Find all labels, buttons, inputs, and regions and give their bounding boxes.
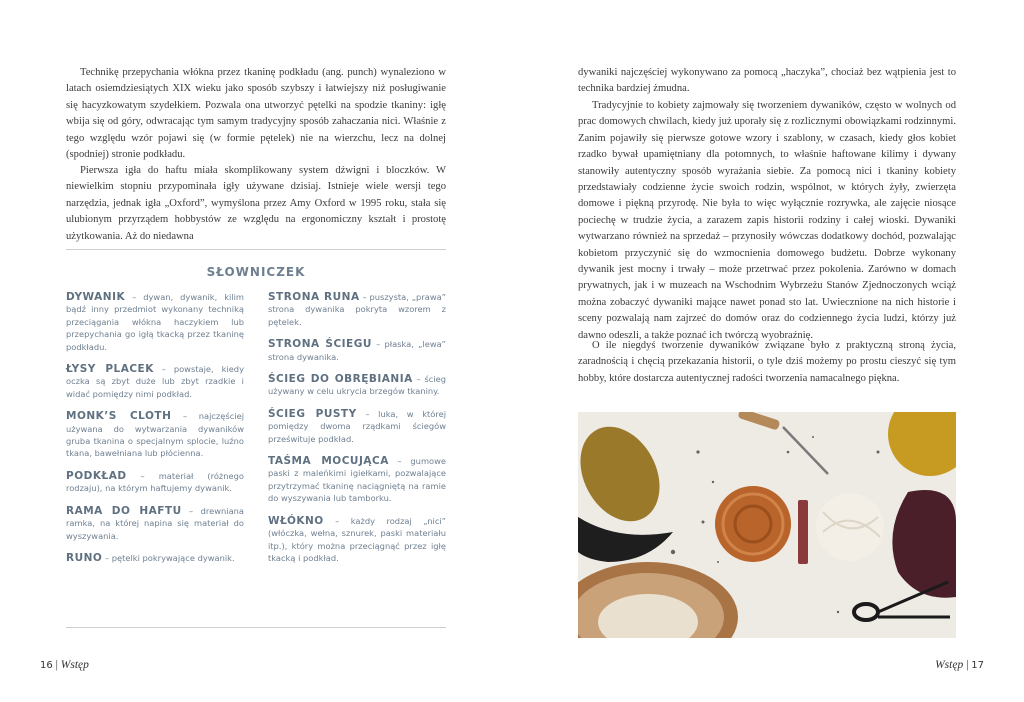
glossary-column-2 <box>268 291 446 574</box>
glossary-term: MONK’S CLOTH <box>66 410 172 423</box>
glossary-entry <box>268 515 446 565</box>
photo-illustration <box>578 412 956 638</box>
glossary-entry <box>66 470 244 495</box>
glossary-term: RAMA DO HAFTU <box>66 504 182 517</box>
page-footer-right <box>935 659 984 671</box>
footer-separator: | <box>55 659 58 671</box>
craft-materials-photo <box>578 412 956 638</box>
glossary-term: ŚCIEG PUSTY <box>268 407 357 420</box>
glossary-definition: – płaska, „lewa” strona dywanika. <box>268 339 446 362</box>
footer-separator: | <box>966 659 969 671</box>
glossary-entry <box>268 291 446 328</box>
glossary-definition: – powstaje, kiedy oczka są zbyt duże lub zbyt rzadkie i widać pomiędzy nimi podkład. <box>66 364 244 399</box>
glossary-definition: – dywan, dywanik, kilim bądź inny przedmiot wykonany techniką przeciągania włókna haczykiem lub przepychania go igłą tkacką przez tkaninę podkładu. <box>66 292 244 352</box>
page-footer-left <box>40 659 89 671</box>
glossary-term: ŚCIEG DO OBRĘBIANIA <box>268 373 413 386</box>
glossary-entry <box>66 552 244 564</box>
glossary-entry <box>66 410 244 460</box>
glossary-entry <box>268 373 446 398</box>
section-name: Wstęp <box>60 659 89 671</box>
glossary-definition: – najczęściej używana do wytwarzania dywaników gruba tkanina o specjalnym splocie, luźno tkana, bawełniana lub płócienna. <box>66 411 244 459</box>
glossary-top-rule <box>66 249 446 250</box>
glossary-definition: – gumowe paski z maleńkimi igiełkami, pozwalające przytrzymać tkaninę naciągniętą na ramie do wyszywania lub tamborku. <box>268 456 446 504</box>
body-paragraph-2: Pierwsza igła do haftu miała skomplikowany system dźwigni i bloczków. W niewielkim stopniu przypominała igły używane dzisiaj. Istnieje wiele wersji tego narzędzia, jednak igła „Oxford”, wymyślona przez Amy Oxford w 1995 roku, stała się ulubionym przyrządem hobbystów ze względu na ergonomiczny kształt i prostotę użytkowania. Aż do niedawna <box>66 165 446 242</box>
glossary-entry <box>268 408 446 445</box>
glossary-term: TAŚMA MOCUJĄCA <box>268 455 389 468</box>
glossary-definition: – luka, w której pomiędzy dwoma rządkami ściegów prześwituje podkład. <box>268 408 447 444</box>
glossary-term: STRONA ŚCIEGU <box>268 338 372 351</box>
section-name: Wstęp <box>935 659 964 671</box>
body-paragraph-3: dywaniki najczęściej wykonywano za pomocą „haczyka”, chociaż bez wątpienia jest to technika bardziej żmudna. <box>578 67 956 95</box>
glossary-title: SŁOWNICZEK <box>206 265 306 279</box>
glossary-definition: – pętelki pokrywające dywanik. <box>102 552 235 563</box>
glossary-definition: – drewniana ramka, na której napina się materiał do wyszywania. <box>66 505 244 541</box>
glossary-entry <box>268 455 446 505</box>
glossary-term: ŁYSY PLACEK <box>66 363 154 376</box>
page-number: 16 <box>40 660 53 671</box>
glossary-column-1 <box>66 291 244 574</box>
glossary-definition: – materiał (różnego rodzaju), na którym haftujemy dywanik. <box>66 470 244 494</box>
body-paragraph-4: Tradycyjnie to kobiety zajmowały się tworzeniem dywaników, często w wolnych od prac domowych chwilach, kiedy już uporały się z rozlicznymi obowiązkami rodzinnymi. Zanim pojawiły się pierwsze gotowe wzory i szablony, w czasach, kiedy głos kobiet rzadko bywał upamiętniany dla potomnych, to właśnie haftowane kilimy i dywany stanowiły autentyczny sposób wyrażania siebie. Za pomocą nici i tkaniny kobiety przedstawiały codzienne życie swoich rodzin, wspólnot, w których żyły, zwierzęta domowe i piękną przyrodę. Nie była to więc wyłącznie rozrywka, ale zajęcie niosące pociechę w trudzie życia, a zarazem zapis historii rodziny i całej wioski. Dywaniki wytwarzano również na sprzedaż – przynosiły wówczas dodatkowy dochód, pozwalając kobietom przyczynić się do wzmocnienia domowego budżetu. Dobrze wykonany dywanik jest mocny i trwały – może przetrwać przez pokolenia. Zarówno w domach prywatnych, jak i w muzeach na Wschodnim Wybrzeżu Stanów Zjednoczonych wciąż można zobaczyć dywaniki mające nawet ponad sto lat. Uwiecznione na nich historie i sceny pozwalają nam zajrzeć do domów oraz do codziennego życia ludzi, którzy już dawno odeszli, a także poznać ich twórczą wyobraźnię. <box>578 100 956 341</box>
glossary-term: PODKŁAD <box>66 469 127 482</box>
glossary-term: DYWANIK <box>66 291 126 303</box>
glossary-definition: – puszysta, „prawa” strona dywanika pokryta wzorem z pętelek. <box>268 292 446 327</box>
glossary-entry <box>66 291 244 353</box>
glossary-entry <box>66 505 244 542</box>
page-number: 17 <box>971 660 984 671</box>
glossary-definition: – każdy rodzaj „nici” (włóczka, wełna, sznurek, paski materiału itp.), który można przeciągnąć przez igłę tkacką i podkład. <box>268 515 446 563</box>
glossary-bottom-rule <box>66 627 446 628</box>
glossary-term: STRONA RUNA <box>268 291 360 303</box>
body-paragraph-1: Technikę przepychania włókna przez tkaninę podkładu (ang. punch) wynaleziono w latach osiemdziesiątych XIX wieku jako sposób szybszy i łatwiejszy niż posługiwanie się hacyzkowatym szydełkiem. Pozwala ona utworzyć pętelki na spodzie tkaniny: igłę wbija się od góry, odwracając tym samym tradycyjny sposób zahaczania nici. Właśnie z tego względu wzór pojawi się (w formie pętelek) nie na wierzchu, lecz na dolnej (spodniej) stronie podkładu. <box>66 67 446 161</box>
glossary-term: RUNO <box>66 551 103 564</box>
glossary-entry <box>66 363 244 400</box>
glossary-entry <box>268 338 446 363</box>
glossary-definition: – ścieg używany w celu ukrycia brzegów tkaniny. <box>268 374 447 397</box>
glossary-term: WŁÓKNO <box>268 514 324 527</box>
body-paragraph-5: O ile niegdyś tworzenie dywaników związane było z praktyczną stroną życia, zaradnością i chęcią przekazania historii, o tyle dziś możemy po prostu cieszyć się tym hobby, które dostarcza autentycznej radości tworzenia namacalnego piękna. <box>578 340 956 384</box>
